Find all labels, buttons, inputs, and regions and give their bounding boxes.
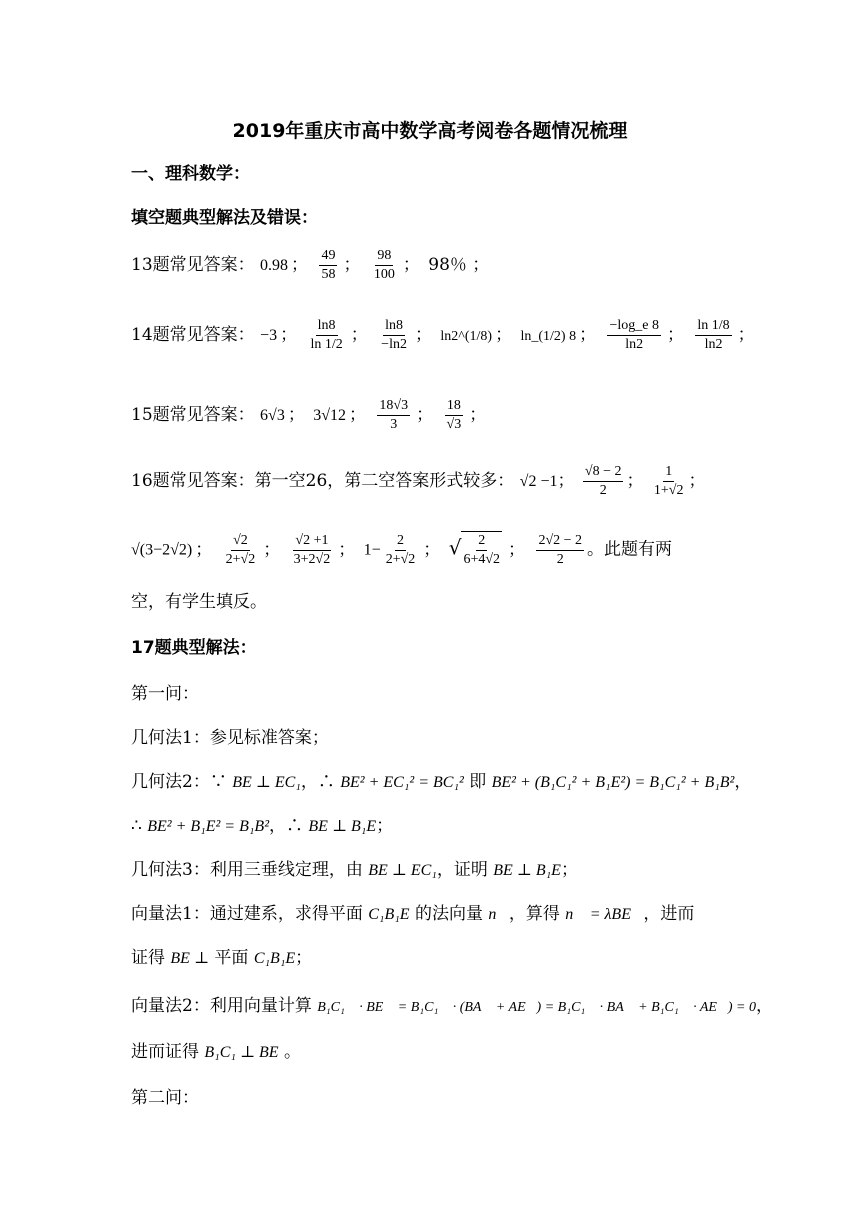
q16-answer-6-prefix: 1− — [363, 541, 381, 559]
q16-fraction-3: $\frac{1}{1+√2}$ — [653, 464, 684, 498]
q16-fraction-2: $\frac{√8 - 2}{2}$ — [584, 464, 622, 498]
geo2-end: ， — [734, 772, 752, 792]
q15-label: 15题常见答案： — [131, 405, 255, 425]
vec1-end: ，进而 — [643, 904, 695, 924]
geo2-ji: 即 — [463, 772, 492, 792]
q13-fraction-1: $\frac{49}{58}$ — [321, 248, 336, 282]
q14-answers: 14题常见答案： −3 ； $\frac{\ln 8}{\ln 1/2}$ ； $\frac{\ln 8}{-\ln 2}$ ； ln2^(1/8) ； ln_(1/2) 8 ； $\frac{-\log\_e 8}{\ln 2}$ ； $\frac{\ln 1/8}{\ln 2}$ ； — [131, 318, 755, 352]
q13-fraction-2: $\frac{98}{100}$ — [373, 248, 395, 282]
geometry-method-2-cont — [131, 814, 750, 839]
q14-fraction-6: $\frac{\ln 1/8}{\ln 2}$ — [697, 318, 730, 352]
vec2b-prefix: 进而证得 — [131, 1042, 205, 1062]
geo2-therefore: ，∴ — [300, 772, 341, 792]
q14-fraction-2: $\frac{\ln 8}{-\ln 2}$ — [381, 318, 407, 352]
q16-fraction-5: $\frac{√2 +1}{3+2√2}$ — [293, 532, 331, 567]
q16-fraction-7: $\frac{2}{6+4√2}$ — [463, 533, 501, 567]
vec1b-prefix: 证得 — [131, 948, 171, 968]
geo3-math-1: BE ⊥ EC₁ — [368, 862, 437, 879]
q13-answer-4: 98％ ； — [428, 255, 490, 275]
q13-answer-1: 0.98 — [260, 257, 289, 274]
vec1-math-2: n⃗ — [488, 906, 509, 923]
q14-label: 14题常见答案： — [131, 325, 255, 345]
vector-method-2 — [131, 994, 773, 1020]
q15-answer-2: 3√12 — [313, 407, 347, 424]
q16-note: 空，有学生填反。 — [131, 592, 267, 612]
q14-fraction-5: $\frac{-\log\_e 8}{\ln 2}$ — [609, 318, 659, 352]
part2-heading: 第二问： — [131, 1088, 199, 1108]
geo3-end: ； — [560, 860, 578, 880]
vector-method-2-cont — [131, 1040, 750, 1065]
q14-answer-1: −3 — [260, 327, 278, 344]
geo3-math-2: BE ⊥ B₁E — [493, 862, 561, 879]
q16-answers-line2: √(3−2√2) ； $\frac{√2}{2+√2}$ ； $\frac{√2 +1}{3+2√2}$ ； 1− $\frac{2}{2+√2}$ ； √ $\frac{2}{6+4√2}$ ； $\frac{2√2 - 2}{2}$ 。此题有两 — [131, 532, 673, 567]
vec1b-end: ； — [295, 948, 313, 968]
q16-answers-line1: 16题常见答案：第一空26，第二空答案形式较多： √2 −1； $\frac{√8 - 2}{2}$ ； $\frac{1}{1+√2}$ ； — [131, 464, 706, 498]
geo2b-prefix: ∴ — [131, 816, 148, 836]
geo2-prefix: 几何法2：∵ — [131, 772, 233, 792]
vec2-end: ， — [755, 996, 773, 1016]
q15-answers: 15题常见答案： 6√3 ； 3√12 ； $\frac{18√3}{3}$ ； $\frac{18}{√3}$ ； — [131, 398, 487, 432]
q17-heading: 17题典型解法： — [131, 638, 257, 658]
q15-fraction-3: $\frac{18√3}{3}$ — [379, 398, 409, 432]
vec2b-math-1: B₁C₁ ⊥ BE — [204, 1044, 279, 1061]
geo2-math-2: BE² + EC₁² = BC₁² — [340, 774, 464, 791]
q16-answer-b1: √(3−2√2) — [131, 541, 193, 559]
q15-answer-1: 6√3 — [260, 407, 285, 424]
vec1b-mid: 平面 — [209, 948, 254, 968]
geo2b-therefore: ，∴ — [268, 816, 309, 836]
vector-method-1 — [131, 902, 750, 927]
section-heading: 一、理科数学： — [131, 164, 250, 184]
vector-method-1-cont — [131, 946, 750, 971]
geo2-math-3: BE² + (B₁C₁² + B₁E²) = B₁C₁² + B₁B² — [491, 774, 735, 791]
q13-label: 13题常见答案： — [131, 255, 255, 275]
vec2-math-1: B₁C₁⃗ · BE⃗ = B₁C₁⃗ · (BA⃗ + AE⃗) = B₁C₁⃗ · BA⃗ + B₁C₁⃗ · AE⃗) = 0 — [317, 1000, 756, 1015]
q13-answers: 13题常见答案： 0.98 ； $\frac{49}{58}$ ； $\frac{98}{100}$ ； 98％ ； — [131, 248, 490, 282]
vec1-math-3: n⃗ = λBE⃗ — [565, 906, 644, 923]
part1-heading: 第一问： — [131, 684, 199, 704]
q14-answer-3: ln2^(1/8) — [440, 329, 493, 344]
geo3-prefix: 几何法3：利用三垂线定理，由 — [131, 860, 369, 880]
vec1b-math-1: BE ⊥ — [170, 950, 209, 967]
vec2b-end: 。 — [278, 1042, 301, 1062]
q14-answer-4: ln_(1/2) 8 — [520, 329, 577, 344]
geo2b-end: ； — [376, 816, 394, 836]
vec1-math-1: C₁B₁E — [368, 906, 410, 923]
fill-blank-heading: 填空题典型解法及错误： — [131, 208, 318, 228]
q16-label: 16题常见答案：第一空26，第二空答案形式较多： — [131, 471, 515, 491]
geometry-method-2 — [131, 770, 750, 795]
geo3-mid: ，证明 — [436, 860, 494, 880]
q16-fraction-6: $\frac{2}{2+√2}$ — [385, 532, 416, 567]
q15-fraction-4: $\frac{18}{√3}$ — [446, 398, 462, 432]
q16-answer-1: √2 −1 — [519, 473, 558, 490]
vec1-mid: 的法向量 — [409, 904, 489, 924]
geo2b-math-1: BE² + B₁E² = B₁B² — [147, 818, 269, 835]
q16-fraction-8: $\frac{2√2 - 2}{2}$ — [538, 532, 583, 567]
vec1b-math-2: C₁B₁E — [253, 950, 296, 967]
page-title: 2019年重庆市高中数学高考阅卷各题情况梳理 — [232, 120, 628, 142]
geometry-method-3 — [131, 858, 750, 883]
vec1-prefix: 向量法1：通过建系，求得平面 — [131, 904, 369, 924]
q16-tail: 。此题有两 — [587, 539, 673, 560]
geo2-math-1: BE ⊥ EC₁ — [232, 774, 301, 791]
q16-fraction-4: $\frac{√2}{2+√2}$ — [225, 532, 256, 567]
q14-fraction-1: $\frac{\ln 8}{\ln 1/2}$ — [310, 318, 343, 352]
vec2-prefix: 向量法2：利用向量计算 — [131, 996, 318, 1016]
geo2b-math-2: BE ⊥ B₁E — [308, 818, 377, 835]
vec1-mid2: ，算得 — [508, 904, 566, 924]
geometry-method-1: 几何法1：参见标准答案； — [131, 728, 329, 748]
